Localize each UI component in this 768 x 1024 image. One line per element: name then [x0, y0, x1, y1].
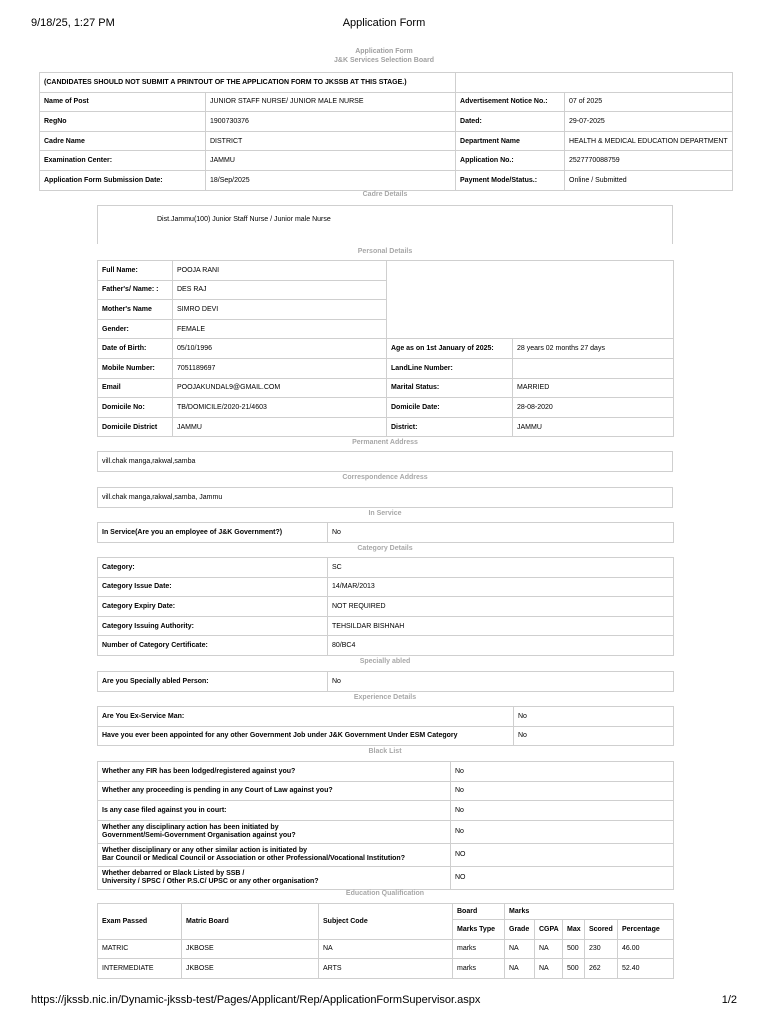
correspondence-address-table	[97, 487, 673, 508]
label: Category Issuing Authority:	[98, 616, 328, 636]
section-title-category: Category Details	[357, 545, 413, 552]
label: Name of Post	[40, 92, 206, 112]
marital-status: MARRIED	[513, 378, 674, 398]
question-line: Whether debarred or Black Listed by SSB /	[102, 869, 245, 877]
header-grade: Grade	[505, 920, 535, 940]
payment-status: Online / Submitted	[565, 170, 733, 190]
print-url: https://jkssb.nic.in/Dynamic-jkssb-test/Pages/Applicant/Rep/ApplicationFormSupervisor.aspx	[31, 994, 481, 1006]
age: 28 years 02 months 27 days	[513, 339, 674, 359]
label: Domicile No:	[98, 398, 173, 418]
label: District:	[387, 417, 513, 437]
label: In Service(Are you an employee of J&K Government?)	[98, 523, 328, 543]
label: Are You Ex-Service Man:	[98, 707, 514, 727]
section-title-cadre: Cadre Details	[362, 191, 408, 198]
question-line: Government/Semi-Government Organisation against you?	[102, 831, 296, 839]
label: Category Expiry Date:	[98, 597, 328, 617]
label: Marital Status:	[387, 378, 513, 398]
label: Category:	[98, 558, 328, 578]
section-title-correspondence: Correspondence Address	[342, 474, 428, 481]
max: 500	[563, 959, 585, 979]
date-of-birth: 05/10/1996	[173, 339, 387, 359]
header-scored: Scored	[585, 920, 618, 940]
label: Date of Birth:	[98, 339, 173, 359]
category-issue-date: 14/MAR/2013	[328, 577, 674, 597]
header-marks-group: Marks	[505, 904, 674, 920]
personal-table	[97, 260, 674, 437]
question-line: University / SPSC / Other P.S.C/ UPSC or any other organisation?	[102, 877, 319, 885]
header-marks-type: Marks Type	[453, 920, 505, 940]
label: Application Form Submission Date:	[40, 170, 206, 190]
exam-passed: MATRIC	[98, 939, 182, 959]
section-title-black-list: Black List	[368, 748, 402, 755]
section-title-personal: Personal Details	[357, 248, 413, 255]
label: Application No.:	[456, 151, 565, 171]
max: 500	[563, 939, 585, 959]
category-certificate-number: 80/BC4	[328, 636, 674, 656]
blacklist-question	[98, 843, 451, 866]
section-title-specially-abled: Specially abled	[359, 658, 411, 665]
print-footer	[0, 994, 768, 1014]
question-line: Whether any disciplinary action has been initiated by	[102, 823, 279, 831]
section-title-permanent: Permanent Address	[352, 439, 418, 446]
scored: 262	[585, 959, 618, 979]
header-board-group: Board	[453, 904, 505, 920]
label: Domicile Date:	[387, 398, 513, 418]
grade: NA	[505, 939, 535, 959]
exam-passed: INTERMEDIATE	[98, 959, 182, 979]
section-title-education: Education Qualification	[345, 890, 425, 897]
header-subject-code: Subject Code	[319, 904, 453, 940]
table-row	[98, 959, 674, 979]
application-no: 2527770088759	[565, 151, 733, 171]
header-percentage: Percentage	[618, 920, 674, 940]
label: LandLine Number:	[387, 358, 513, 378]
department-name: HEALTH & MEDICAL EDUCATION DEPARTMENT	[565, 131, 733, 151]
header-cgpa: CGPA	[535, 920, 563, 940]
gender: FEMALE	[173, 319, 387, 339]
category-table	[97, 557, 674, 656]
header-max: Max	[563, 920, 585, 940]
permanent-address-table	[97, 451, 673, 472]
label: Are you Specially abled Person:	[98, 672, 328, 692]
blacklist-answer: NO	[451, 866, 674, 889]
label: Dated:	[456, 112, 565, 132]
question-line: Whether disciplinary or any other similar action is initiated by	[102, 846, 307, 854]
label: Number of Category Certificate:	[98, 636, 328, 656]
black-list-table	[97, 761, 674, 890]
label: Email	[98, 378, 173, 398]
category-expiry-date: NOT REQUIRED	[328, 597, 674, 617]
education-table	[97, 903, 674, 979]
form-notice: (CANDIDATES SHOULD NOT SUBMIT A PRINTOUT OF THE APPLICATION FORM TO JKSSB AT THIS STAGE.)	[40, 73, 456, 93]
blacklist-question: Whether any proceeding is pending in any Court of Law against you?	[98, 781, 451, 801]
category: SC	[328, 558, 674, 578]
label: Category Issue Date:	[98, 577, 328, 597]
subject-code: NA	[319, 939, 453, 959]
blacklist-question: Is any case filed against you in court:	[98, 801, 451, 821]
label: Payment Mode/Status.:	[456, 170, 565, 190]
domicile-no: TB/DOMICILE/2020-21/4603	[173, 398, 387, 418]
esm-value: No	[514, 726, 674, 746]
header-board: Matric Board	[182, 904, 319, 940]
blacklist-answer: No	[451, 820, 674, 843]
label: Advertisement Notice No.:	[456, 92, 565, 112]
label: Cadre Name	[40, 131, 206, 151]
print-title: Application Form	[342, 17, 426, 29]
print-page-number: 1/2	[721, 994, 737, 1006]
header-exam-passed: Exam Passed	[98, 904, 182, 940]
domicile-district: JAMMU	[173, 417, 387, 437]
email: POOJAKUNDAL9@GMAIL.COM	[173, 378, 387, 398]
print-datetime: 9/18/25, 1:27 PM	[31, 17, 115, 29]
label: Department Name	[456, 131, 565, 151]
blacklist-answer: NO	[451, 843, 674, 866]
blacklist-question: Whether any FIR has been lodged/registered against you?	[98, 762, 451, 782]
label: Full Name:	[98, 261, 173, 281]
label: RegNo	[40, 112, 206, 132]
question-line: Bar Council or Medical Council or Association or other Professional/Vocational Institution?	[102, 854, 405, 862]
domicile-date: 28-08-2020	[513, 398, 674, 418]
ex-service-value: No	[514, 707, 674, 727]
father-name: DES RAJ	[173, 280, 387, 300]
cadre-value: Dist.Jammu(100) Junior Staff Nurse / Junior male Nurse	[157, 216, 331, 223]
specially-abled-value: No	[328, 672, 674, 692]
exam-center: JAMMU	[206, 151, 456, 171]
board-name: J&K Services Selection Board	[334, 57, 434, 64]
experience-table	[97, 706, 674, 746]
landline-number	[513, 358, 674, 378]
advertisement-no: 07 of 2025	[565, 92, 733, 112]
print-header	[0, 0, 768, 40]
label: Gender:	[98, 319, 173, 339]
blacklist-answer: No	[451, 762, 674, 782]
cgpa: NA	[535, 939, 563, 959]
summary-table	[39, 72, 733, 191]
label: Mother's Name	[98, 300, 173, 320]
board: JKBOSE	[182, 939, 319, 959]
submission-date: 18/Sep/2025	[206, 170, 456, 190]
label: Have you ever been appointed for any other Government Job under J&K Government Under ESM Category	[98, 726, 514, 746]
board: JKBOSE	[182, 959, 319, 979]
correspondence-address: vill.chak manga,rakwal,samba, Jammu	[98, 488, 673, 508]
form-heading	[0, 47, 768, 65]
district: JAMMU	[513, 417, 674, 437]
percentage: 52.40	[618, 959, 674, 979]
dated: 29-07-2025	[565, 112, 733, 132]
reg-no: 1900730376	[206, 112, 456, 132]
label: Age as on 1st January of 2025:	[387, 339, 513, 359]
blacklist-answer: No	[451, 781, 674, 801]
in-service-value: No	[328, 523, 674, 543]
marks-type: marks	[453, 939, 505, 959]
permanent-address: vill.chak manga,rakwal,samba	[98, 452, 673, 472]
blacklist-question	[98, 866, 451, 889]
category-issuing-authority: TEHSILDAR BISHNAH	[328, 616, 674, 636]
scored: 230	[585, 939, 618, 959]
label: Examination Center:	[40, 151, 206, 171]
subject-code: ARTS	[319, 959, 453, 979]
percentage: 46.00	[618, 939, 674, 959]
name-of-post: JUNIOR STAFF NURSE/ JUNIOR MALE NURSE	[206, 92, 456, 112]
blacklist-question	[98, 820, 451, 843]
section-title-in-service: In Service	[368, 510, 402, 517]
full-name: POOJA RANI	[173, 261, 387, 281]
mother-name: SIMRO DEVI	[173, 300, 387, 320]
form-title: Application Form	[355, 48, 413, 55]
in-service-table	[97, 522, 674, 543]
cgpa: NA	[535, 959, 563, 979]
label: Domicile District	[98, 417, 173, 437]
photo-area	[387, 261, 674, 339]
label: Mobile Number:	[98, 358, 173, 378]
mobile-number: 7051189697	[173, 358, 387, 378]
section-title-experience: Experience Details	[353, 694, 417, 701]
cadre-box	[97, 205, 673, 244]
grade: NA	[505, 959, 535, 979]
label: Father's/ Name: :	[98, 280, 173, 300]
table-row	[98, 939, 674, 959]
marks-type: marks	[453, 959, 505, 979]
specially-abled-table	[97, 671, 674, 692]
blacklist-answer: No	[451, 801, 674, 821]
cadre-name: DISTRICT	[206, 131, 456, 151]
